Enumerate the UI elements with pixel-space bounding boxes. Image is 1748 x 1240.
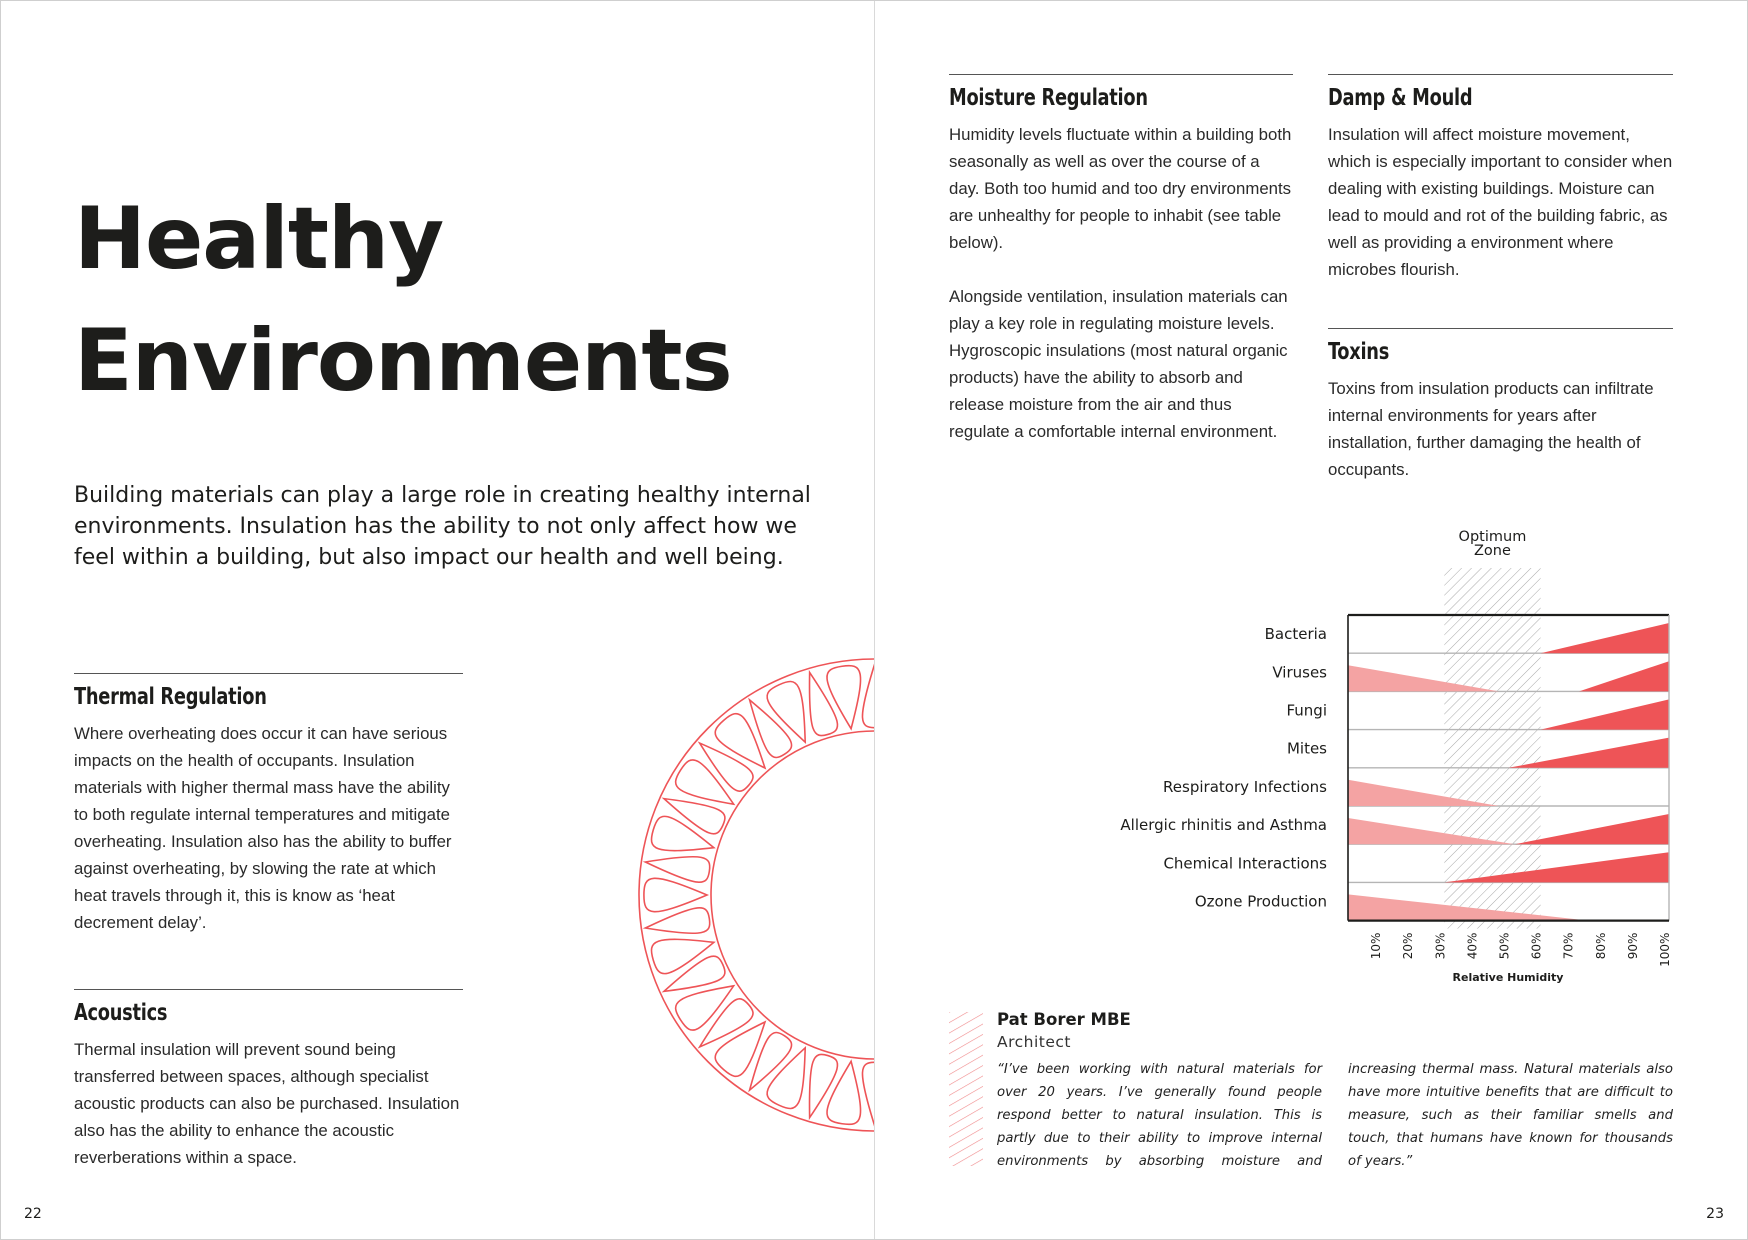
row-label: Fungi bbox=[1286, 701, 1327, 720]
optimum-zone-label-2: Zone bbox=[1473, 543, 1511, 559]
toxins-heading: Toxins bbox=[1328, 339, 1390, 365]
acoustics-body: Thermal insulation will prevent sound being transferred between spaces, although specialist acoustic products can also be purchased. Insulation also has the ability to enhance the acoustic reverberations within a space. bbox=[74, 1040, 460, 1167]
quote-author-name: Pat Borer MBE bbox=[997, 1010, 1131, 1029]
quote-text: “I’ve been working with natural materials for over 20 years. I’ve generally found people respond better to natural insulation. This is partly due to their ability to improve internal environments by absorbing moisture and increasing thermal mass. Natural materials also have more intuitive benefits that are difficult to measure, such as their familiar smells and touch, that humans have known for thousands of years.” bbox=[997, 1062, 1673, 1169]
row-label: Allergic rhinitis and Asthma bbox=[1120, 816, 1327, 835]
quote-author-role: Architect bbox=[997, 1033, 1072, 1051]
moisture-regulation-heading: Moisture Regulation bbox=[949, 85, 1148, 111]
x-tick-label: 10% bbox=[1369, 932, 1384, 960]
x-tick-label: 60% bbox=[1529, 932, 1544, 960]
row-label: Mites bbox=[1286, 739, 1327, 758]
row-label: Respiratory Infections bbox=[1163, 777, 1327, 796]
moisture-regulation-body-1: Humidity levels fluctuate within a building both seasonally as well as over the course of a day. Both too humid and too dry environments are unhealthy for people to inhabit (see table below). bbox=[949, 125, 1292, 252]
title-line-2: Environments bbox=[74, 311, 732, 411]
high-humidity-wedge bbox=[1541, 699, 1669, 729]
title-line-1: Healthy bbox=[74, 189, 444, 289]
toxins-body: Toxins from insulation products can infiltrate internal environments for years after installation, further damaging the health of occupants. bbox=[1328, 379, 1654, 479]
row-label: Viruses bbox=[1272, 663, 1327, 682]
optimum-zone-label-1: Optimum bbox=[1458, 529, 1527, 545]
row-label: Ozone Production bbox=[1194, 892, 1327, 911]
page-number-left: 22 bbox=[24, 1206, 42, 1222]
x-tick-label: 20% bbox=[1401, 932, 1416, 960]
intro-paragraph: Building materials can play a large role in creating healthy internal environments. Insulation has the ability to not only affect how we feel within a building, but also impact our health and well being. bbox=[74, 483, 811, 570]
x-tick-label: 90% bbox=[1625, 932, 1640, 960]
x-tick-label: 50% bbox=[1497, 932, 1512, 960]
moisture-regulation-body-2: Alongside ventilation, insulation materials can play a key role in regulating moisture levels. Hygroscopic insulations (most natural organic products) have the ability to absorb and release moisture from the air and thus regulate a comfortable internal environment. bbox=[949, 287, 1288, 441]
thermal-regulation-body: Where overheating does occur it can have serious impacts on the health of occupants. Insulation materials with higher thermal mass have the ability to both regulate internal temperatures and mitigate overheating. Insulation also has the ability to buffer against overheating, by slowing the rate at which heat travels through it, this is know as ‘heat decrement delay’. bbox=[74, 724, 452, 932]
x-tick-label: 30% bbox=[1433, 932, 1448, 960]
x-tick-label: 40% bbox=[1465, 932, 1480, 960]
acoustics-heading: Acoustics bbox=[74, 1000, 168, 1026]
damp-mould-heading: Damp & Mould bbox=[1328, 85, 1473, 111]
high-humidity-wedge bbox=[1579, 661, 1669, 691]
x-tick-label: 70% bbox=[1561, 932, 1576, 960]
page-number-right: 23 bbox=[1706, 1206, 1724, 1222]
x-tick-label: 100% bbox=[1658, 932, 1672, 967]
damp-mould-body: Insulation will affect moisture movement, which is especially important to consider when dealing with existing buildings. Moisture can lead to mould and rot of the building fabric, as well as providing a environment where microbes flourish. bbox=[1328, 125, 1673, 279]
x-axis-label: Relative Humidity bbox=[1452, 971, 1564, 984]
row-label: Bacteria bbox=[1264, 625, 1327, 644]
thermal-regulation-heading: Thermal Regulation bbox=[74, 684, 267, 710]
high-humidity-wedge bbox=[1541, 623, 1669, 653]
row-label: Chemical Interactions bbox=[1163, 854, 1327, 873]
quote-hatch-icon bbox=[949, 1012, 983, 1166]
x-tick-label: 80% bbox=[1593, 932, 1608, 960]
